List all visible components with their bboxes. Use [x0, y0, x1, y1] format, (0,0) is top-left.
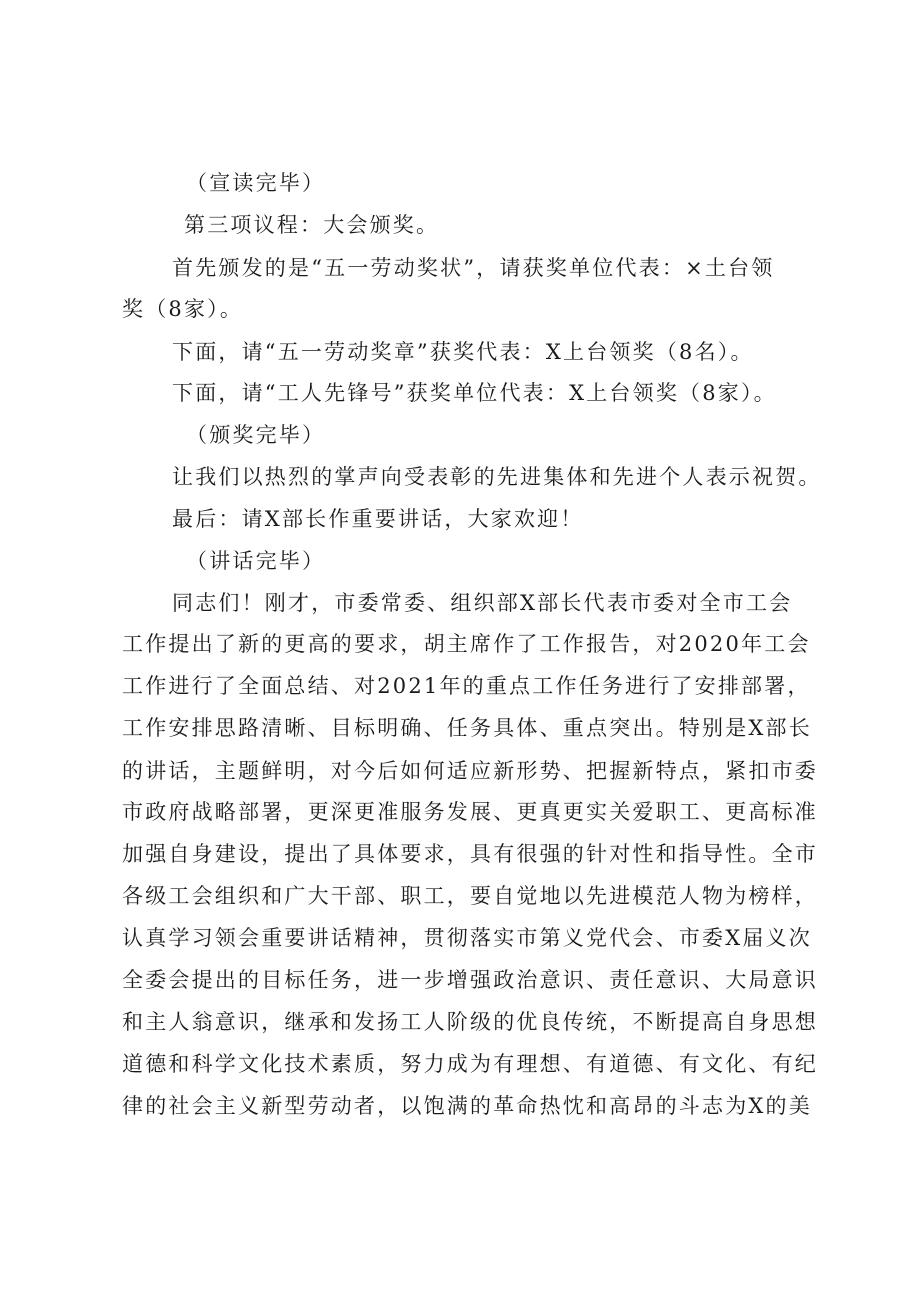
text-line: 市政府战略部署，更深更准服务发展、更真更实关爱职工、更高标准 — [122, 800, 818, 824]
text-line: 加强自身建设，提出了具体要求，具有很强的针对性和指导性。全市 — [122, 842, 818, 866]
text-line: 各级工会组织和广大干部、职工，要自觉地以先进模范人物为榜样， — [122, 884, 818, 908]
text-line: 律的社会主义新型劳动者，以饱满的革命热忱和高昂的斗志为X的美 — [122, 1094, 812, 1118]
text-line: 最后：请X部长作重要讲话，大家欢迎！ — [172, 507, 584, 531]
text-line: 认真学习领会重要讲话精神，贯彻落实市第义党代会、市委X届义次 — [122, 926, 812, 950]
text-line: 和主人翁意识，继承和发扬工人阶级的优良传统，不断提高自身思想 — [122, 1010, 818, 1034]
text-line: （颁奖完毕） — [186, 423, 326, 447]
text-line: 同志们！刚才，市委常委、组织部X部长代表市委对全市工会 — [172, 591, 793, 615]
text-line: 奖（8家）。 — [122, 297, 244, 321]
text-line: 首先颁发的是“五一劳动奖状”，请获奖单位代表：×土台领 — [172, 256, 775, 280]
text-line: 工作安排思路清晰、目标明确、任务具体、重点突出。特别是X部长 — [122, 716, 812, 740]
text-line: （讲话完毕） — [186, 549, 326, 573]
text-line: 下面，请“工人先锋号”获奖单位代表：X上台领奖（8家）。 — [172, 381, 777, 405]
text-line: 工作提出了新的更高的要求，胡主席作了工作报告，对2020年工会 — [122, 632, 811, 656]
text-line: 让我们以热烈的掌声向受表彰的先进集体和先进个人表示祝贺。 — [172, 465, 822, 489]
text-line: （宣读完毕） — [186, 171, 326, 195]
text-line: 的讲话，主题鲜明，对今后如何适应新形势、把握新特点，紧扣市委 — [122, 759, 818, 783]
text-line: 下面，请“五一劳动奖章”获奖代表：X上台领奖（8名）。 — [172, 340, 754, 364]
text-line: 道德和科学文化技术素质，努力成为有理想、有道德、有文化、有纪 — [122, 1052, 818, 1076]
text-line: 全委会提出的目标任务，进一步增强政治意识、责任意识、大局意识 — [122, 968, 818, 992]
text-line: 第三项议程：大会颁奖。 — [184, 213, 440, 237]
text-line: 工作进行了全面总结、对2021年的重点工作任务进行了安排部署， — [122, 674, 811, 698]
